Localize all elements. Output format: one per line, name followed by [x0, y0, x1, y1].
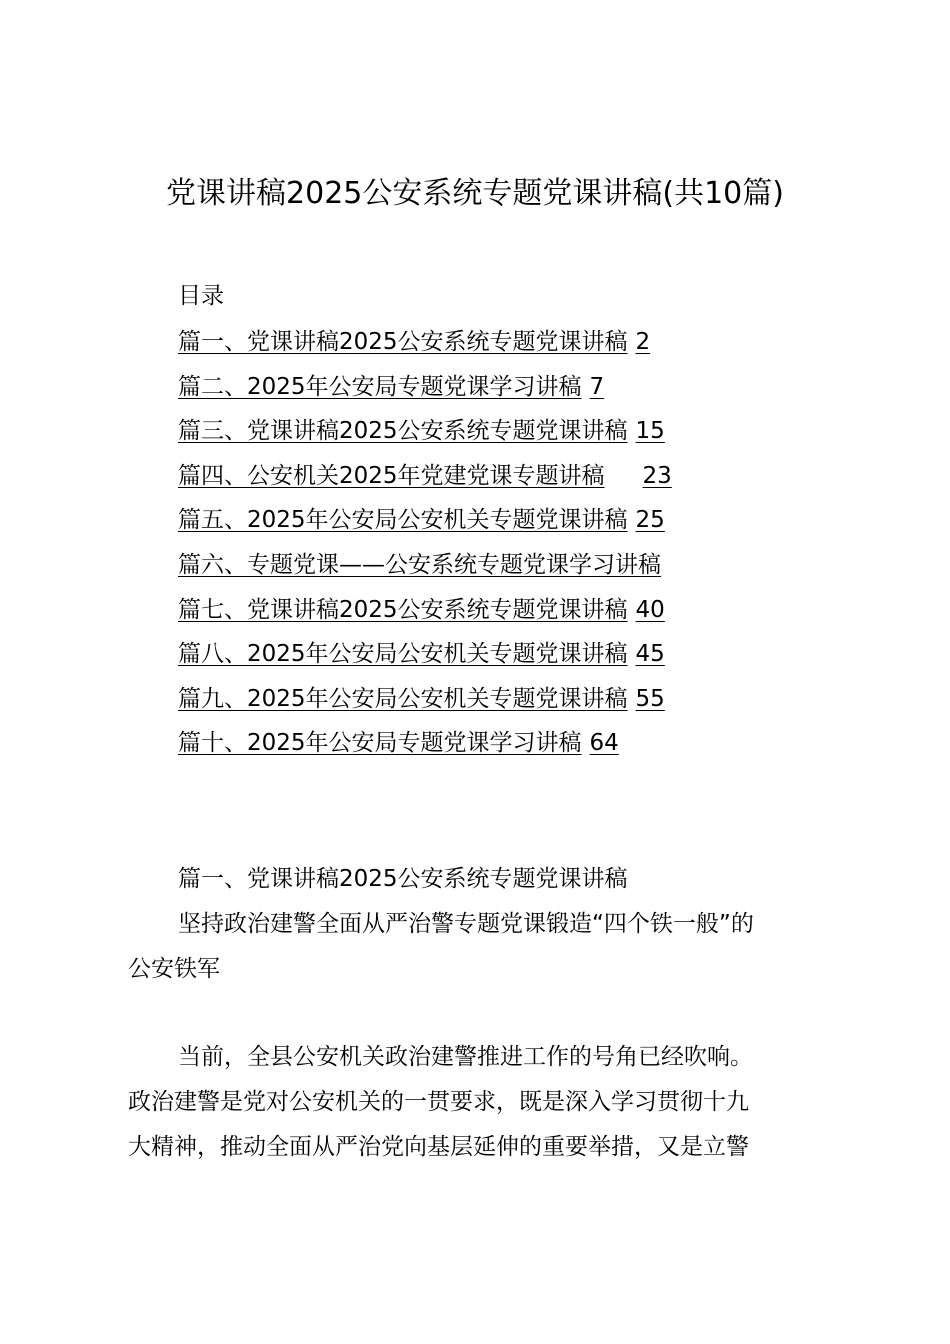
toc-link[interactable]: 篇五、2025年公安局公安机关专题党课讲稿 25 — [178, 507, 665, 534]
toc-link[interactable]: 篇二、2025年公安局专题党课学习讲稿 7 — [178, 373, 605, 400]
toc-heading: 目录 — [178, 283, 224, 309]
toc-link[interactable]: 篇四、公安机关2025年党建党课专题讲稿 23 — [178, 462, 672, 489]
paragraph-line: 当前，全县公安机关政治建警推进工作的号角已经吹响。 — [178, 1044, 753, 1070]
toc-item[interactable] — [178, 590, 672, 635]
toc-link[interactable]: 篇六、专题党课——公安系统专题党课学习讲稿 — [178, 551, 661, 578]
toc-link[interactable]: 篇一、党课讲稿2025公安系统专题党课讲稿 2 — [178, 329, 651, 355]
toc-item[interactable] — [178, 634, 672, 679]
toc-item[interactable] — [178, 545, 672, 590]
toc-item[interactable] — [178, 456, 672, 501]
toc-item[interactable] — [178, 723, 672, 768]
table-of-contents — [178, 322, 672, 768]
toc-item[interactable] — [178, 679, 672, 724]
toc-link[interactable]: 篇七、党课讲稿2025公安系统专题党课讲稿 40 — [178, 596, 665, 623]
toc-link[interactable]: 篇三、党课讲稿2025公安系统专题党课讲稿 15 — [178, 418, 665, 445]
paragraph-line: 大精神，推动全面从严治党向基层延伸的重要举措，又是立警 — [128, 1134, 749, 1160]
toc-item[interactable] — [178, 322, 672, 367]
toc-link[interactable]: 篇八、2025年公安局公安机关专题党课讲稿 45 — [178, 641, 665, 668]
document-title: 党课讲稿2025公安系统专题党课讲稿(共10篇) — [166, 176, 784, 211]
toc-link[interactable]: 篇十、2025年公安局专题党课学习讲稿 64 — [178, 730, 619, 757]
section-subtitle-line: 坚持政治建警全面从严治警专题党课锻造“四个铁一般”的 — [178, 911, 754, 937]
toc-item[interactable] — [178, 500, 672, 545]
toc-item[interactable] — [178, 411, 672, 456]
section-title: 篇一、党课讲稿2025公安系统专题党课讲稿 — [178, 866, 628, 892]
toc-item[interactable] — [178, 367, 672, 412]
toc-link[interactable]: 篇九、2025年公安局公安机关专题党课讲稿 55 — [178, 685, 665, 712]
section-subtitle-line: 公安铁军 — [128, 956, 220, 982]
paragraph-line: 政治建警是党对公安机关的一贯要求，既是深入学习贯彻十九 — [128, 1089, 749, 1115]
